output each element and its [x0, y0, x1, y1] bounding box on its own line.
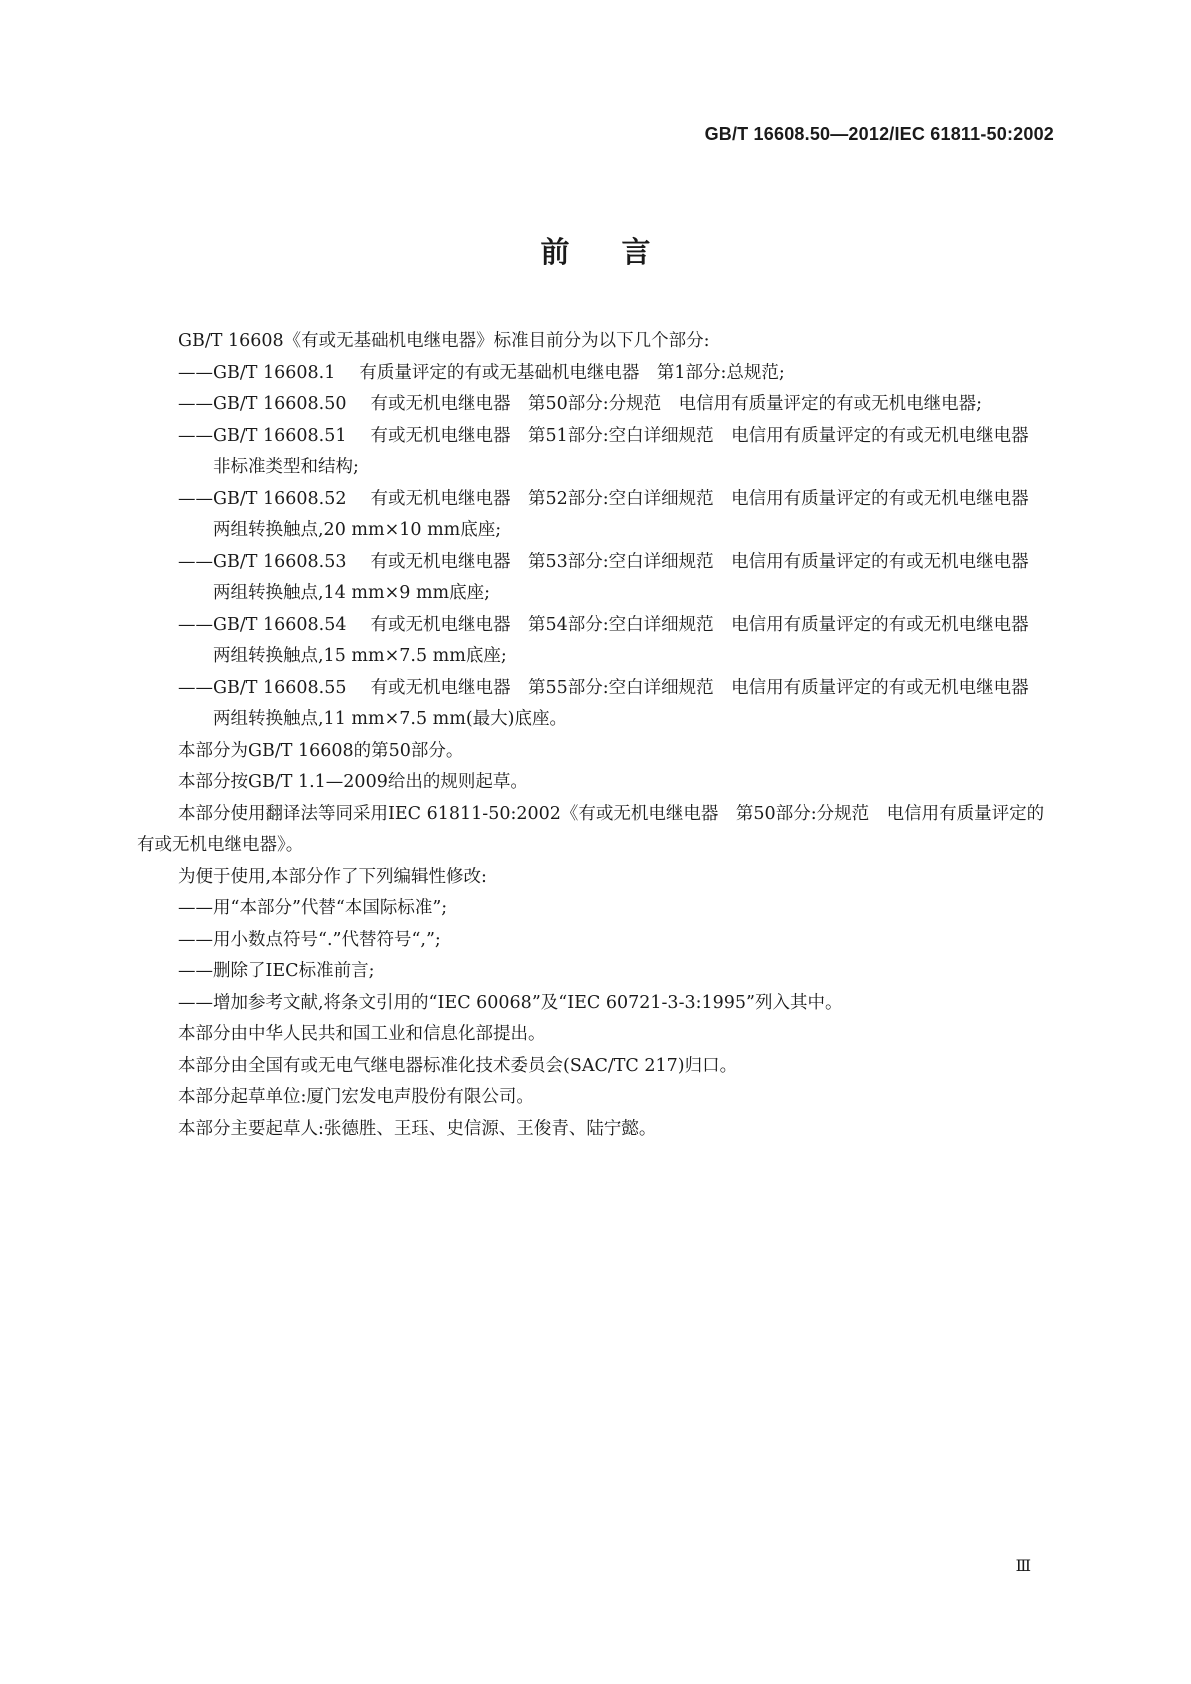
part-text: 有或无机电继电器 第55部分:空白详细规范 电信用有质量评定的有或无机电继电器 两组转换触点,11 mm×7.5 mm(最大)底座。	[213, 677, 1047, 729]
intro-paragraph: GB/T 16608《有或无基础机电继电器》标准目前分为以下几个部分:	[178, 331, 710, 351]
part-code: ——GB/T 16608.1	[178, 362, 336, 383]
part-text: 有或无机电继电器 第52部分:空白详细规范 电信用有质量评定的有或无机电继电器 两组转换触点,20 mm×10 mm底座;	[213, 488, 1047, 540]
list-item	[137, 389, 1057, 421]
list-item	[137, 484, 1057, 547]
proposed-by: 本部分由中华人民共和国工业和信息化部提出。	[178, 1024, 546, 1044]
part-text: 有或无机电继电器 第50部分:分规范 电信用有质量评定的有或无机电继电器;	[370, 394, 983, 414]
part-code: ——GB/T 16608.54	[178, 614, 347, 635]
part-text: 有或无机电继电器 第51部分:空白详细规范 电信用有质量评定的有或无机电继电器 非标准类型和结构;	[213, 425, 1047, 477]
part-code: ——GB/T 16608.50	[178, 394, 347, 414]
list-item	[137, 610, 1057, 673]
list-item: ——用“本部分”代替“本国际标准”;	[178, 898, 448, 918]
list-item	[137, 673, 1057, 736]
page-title: 前言	[540, 235, 703, 269]
adoption-statement: 本部分使用翻译法等同采用IEC 61811-50:2002《有或无机电继电器 第50部分:分规范 电信用有质量评定的有或无机电继电器》。	[137, 803, 1045, 855]
part-code: ——GB/T 16608.53	[178, 551, 347, 572]
part-text: 有或无机电继电器 第54部分:空白详细规范 电信用有质量评定的有或无机电继电器 两组转换触点,15 mm×7.5 mm底座;	[213, 614, 1047, 666]
centralized-by: 本部分由全国有或无电气继电器标准化技术委员会(SAC/TC 217)归口。	[178, 1055, 738, 1076]
part-text: 有或无机电继电器 第53部分:空白详细规范 电信用有质量评定的有或无机电继电器 两组转换触点,14 mm×9 mm底座;	[213, 551, 1047, 603]
part-code: ——GB/T 16608.55	[178, 677, 347, 698]
edits-intro: 为便于使用,本部分作了下列编辑性修改:	[178, 866, 487, 887]
part-code: ——GB/T 16608.52	[178, 488, 347, 509]
part-code: ——GB/T 16608.51	[178, 425, 347, 446]
list-item	[137, 358, 1057, 390]
page-number: Ⅲ	[1015, 1556, 1031, 1575]
foreword-body	[137, 326, 1057, 1145]
standard-code-header: GB/T 16608.50—2012/IEC 61811-50:2002	[704, 124, 1054, 144]
drafting-unit: 本部分起草单位:厦门宏发电声股份有限公司。	[178, 1087, 534, 1107]
edits-list	[137, 893, 1057, 1019]
drafters: 本部分主要起草人:张德胜、王珏、史信源、王俊青、陆宁懿。	[178, 1118, 657, 1139]
list-item	[137, 421, 1057, 484]
list-item: ——删除了IEC标准前言;	[178, 961, 375, 981]
part-statement: 本部分为GB/T 16608的第50部分。	[178, 740, 464, 761]
parts-list	[137, 358, 1057, 736]
rules-statement: 本部分按GB/T 1.1—2009给出的规则起草。	[178, 772, 528, 792]
part-text: 有质量评定的有或无基础机电继电器 第1部分:总规范;	[359, 362, 785, 383]
list-item: ——增加参考文献,将条文引用的“IEC 60068”及“IEC 60721-3-3:1995”列入其中。	[178, 992, 843, 1013]
list-item	[137, 547, 1057, 610]
list-item: ——用小数点符号“.”代替符号“,”;	[178, 929, 441, 950]
